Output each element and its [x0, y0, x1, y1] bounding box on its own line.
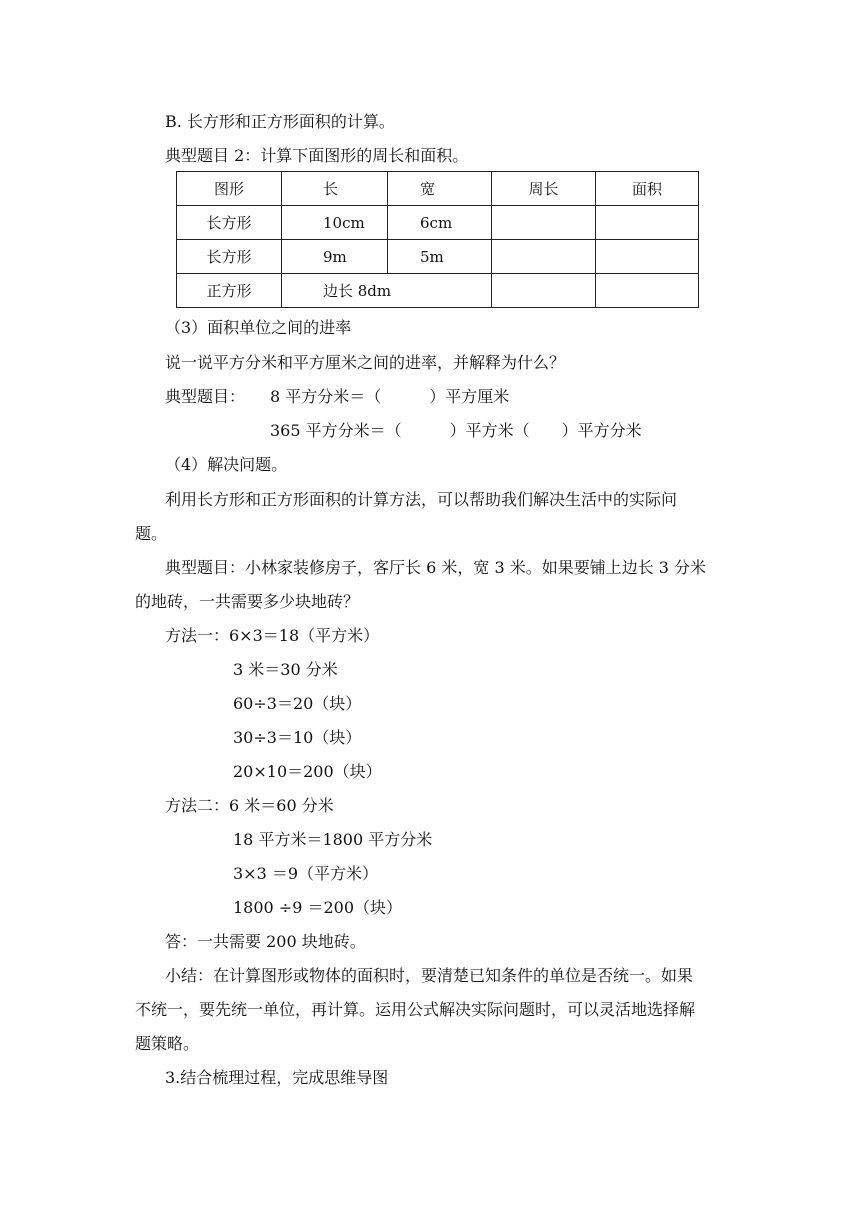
section3-question: 说一说平方分米和平方厘米之间的进率，并解释为什么？ [165, 353, 566, 372]
table-header-row [177, 172, 699, 206]
table-cell-area [596, 206, 699, 240]
example4-line2: 的地砖，一共需要多少块地砖？ [135, 592, 360, 611]
method1-label: 方法一：6×3＝18（平方米） [165, 626, 380, 645]
table-header-cell: 图形 [177, 172, 282, 206]
table-header-cell: 长 [282, 172, 388, 206]
example2-title: 典型题目 2：计算下面图形的周长和面积。 [165, 146, 469, 165]
method2-label: 方法二：6 米＝60 分米 [165, 796, 334, 815]
method1-step: 60÷3＝20（块） [233, 694, 362, 713]
table-cell-side: 边长 8dm [282, 274, 492, 308]
table-cell-length: 10cm [282, 206, 388, 240]
method2-step: 18 平方米＝1800 平方分米 [233, 830, 433, 849]
method2-step: 3×3 ＝9（平方米） [233, 864, 379, 883]
table-row [177, 240, 699, 274]
section4-paragraph-line1: 利用长方形和正方形面积的计算方法，可以帮助我们解决生活中的实际问 [165, 490, 678, 509]
table-cell-width: 5m [388, 240, 492, 274]
table-cell-shape: 正方形 [177, 274, 282, 308]
method1-step: 30÷3＝10（块） [233, 728, 362, 747]
example3-question-2: 365 平方分米＝（ ）平方米（ ）平方分米 [270, 421, 642, 440]
example4-line1: 典型题目：小林家装修房子，客厅长 6 米，宽 3 米。如果要铺上边长 3 分米 [165, 558, 707, 577]
table-cell-perimeter [492, 274, 596, 308]
summary-line3: 题策略。 [135, 1034, 200, 1053]
perimeter-area-table [176, 171, 699, 308]
summary-line2: 不统一，要先统一单位，再计算。运用公式解决实际问题时，可以灵活地选择解 [135, 1000, 696, 1019]
method2-step: 1800 ÷9 ＝200（块） [233, 898, 403, 917]
method1-step: 20×10＝200（块） [233, 762, 382, 781]
table-header-cell: 周长 [492, 172, 596, 206]
summary-line1: 小结：在计算图形或物体的面积时，要清楚已知条件的单位是否统一。如果 [165, 966, 694, 985]
table-cell-area [596, 240, 699, 274]
method1-step: 3 米＝30 分米 [233, 660, 338, 679]
answer-line: 答：一共需要 200 块地砖。 [165, 932, 366, 951]
section3-title: （3）面积单位之间的进率 [165, 318, 352, 337]
table-cell-length: 9m [282, 240, 388, 274]
section-b-heading: B. 长方形和正方形面积的计算。 [165, 112, 395, 131]
example3-label: 典型题目： [165, 387, 246, 406]
table-cell-shape: 长方形 [177, 240, 282, 274]
table-row [177, 274, 699, 308]
section4-paragraph-line2: 题。 [135, 524, 168, 543]
table-cell-area [596, 274, 699, 308]
table-header-cell: 面积 [596, 172, 699, 206]
table-row [177, 206, 699, 240]
table-cell-shape: 长方形 [177, 206, 282, 240]
section4-title: （4）解决问题。 [165, 455, 288, 474]
table-cell-perimeter [492, 240, 596, 274]
example3-question-1: 8 平方分米＝（ ）平方厘米 [270, 387, 510, 406]
table-cell-perimeter [492, 206, 596, 240]
table-header-cell: 宽 [388, 172, 492, 206]
item3-heading: 3.结合梳理过程，完成思维导图 [165, 1068, 389, 1087]
table-cell-width: 6cm [388, 206, 492, 240]
